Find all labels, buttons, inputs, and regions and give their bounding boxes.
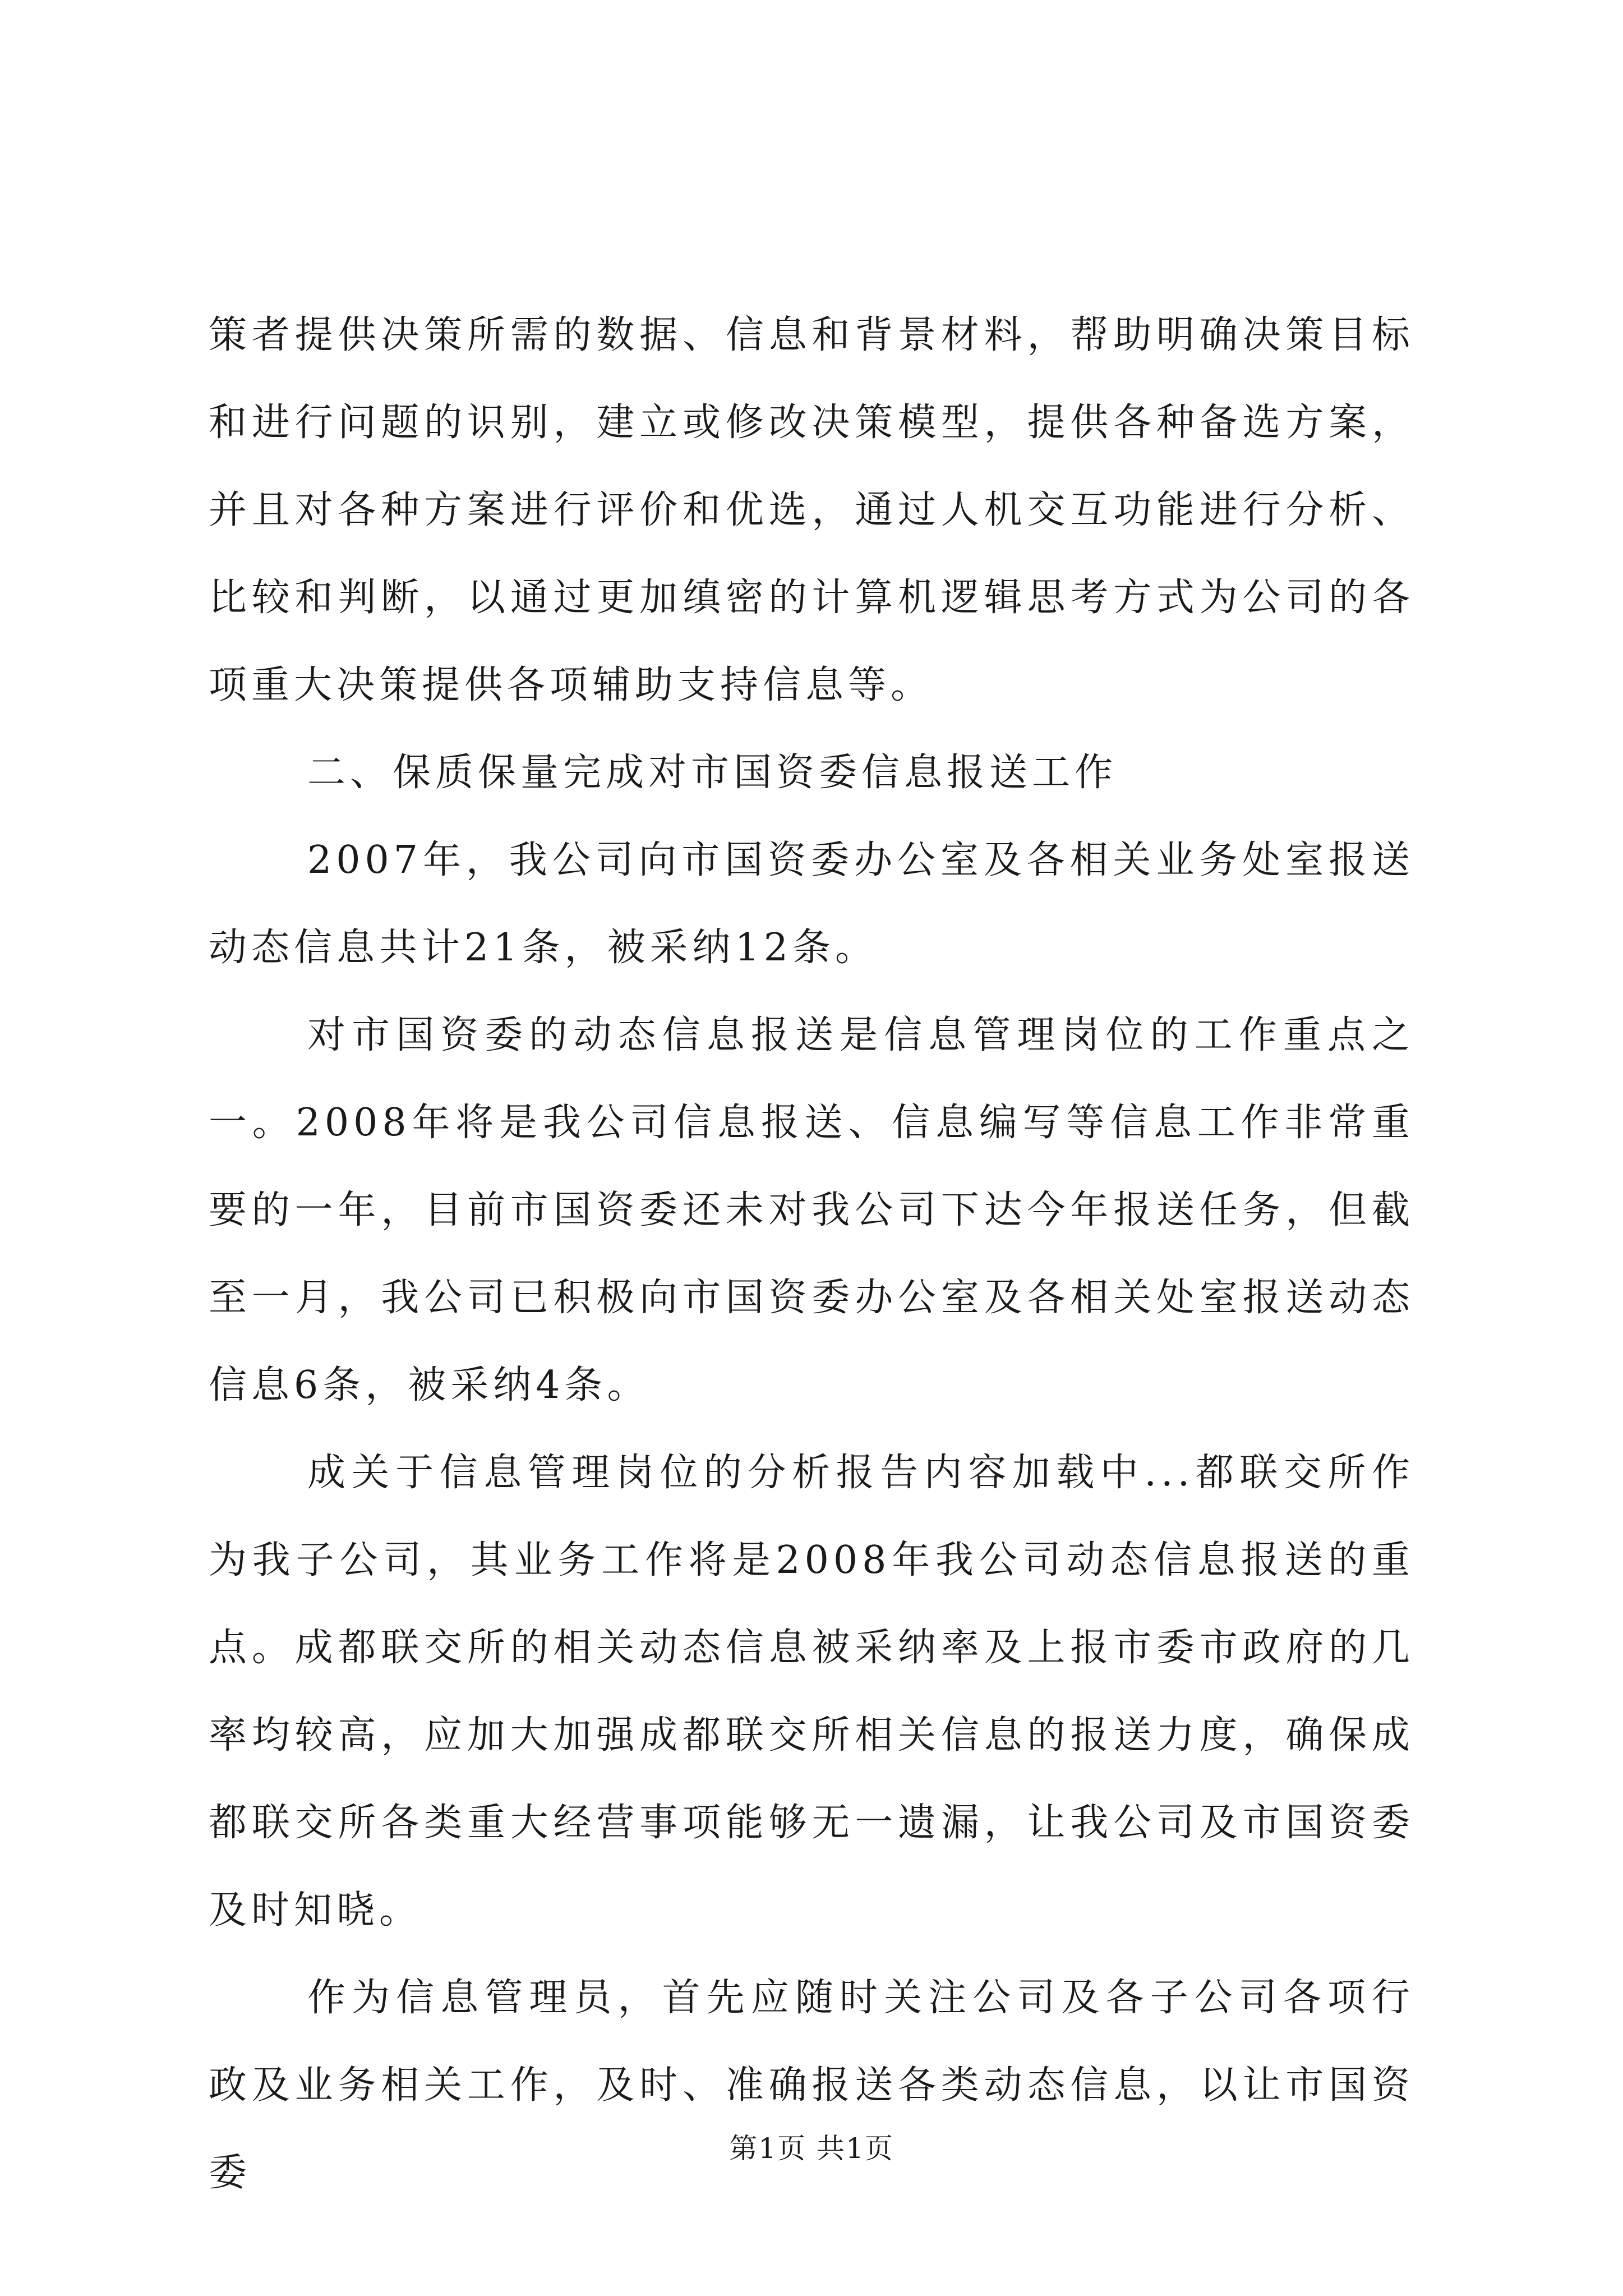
section-heading: 二、保质保量完成对市国资委信息报送工作 xyxy=(307,751,1118,795)
paragraph-subsidiary: 成关于信息管理岗位的分析报告内容加载中...都联交所作为我子公司，其业务工作将是2008年我公司动态信息报送的重点。成都联交所的相关动态信息被采纳率及上报市委市政府的几率均较高，应加大加强成都联交所相关信息的报送力度，确保成都联交所各类重大经营事项能够无一遗漏，让我公司及市国资委及时知晓。 xyxy=(209,1451,1414,1932)
page-footer: 第1页 共1页 xyxy=(729,2132,894,2165)
document-body xyxy=(209,292,1414,2217)
paragraph-2007-report: 2007年，我公司向市国资委办公室及各相关业务处室报送动态信息共计21条，被采纳12条。 xyxy=(209,838,1414,970)
paragraph-2008-focus: 对市国资委的动态信息报送是信息管理岗位的工作重点之一。2008年将是我公司信息报送、信息编写等信息工作非常重要的一年，目前市国资委还未对我公司下达今年报送任务，但截至一月，我公司已积极向市国资委办公室及各相关处室报送动态信息6条，被采纳4条。 xyxy=(209,1013,1414,1407)
paragraph-continuation: 策者提供决策所需的数据、信息和背景材料，帮助明确决策目标和进行问题的识别，建立或修改决策模型，提供各种备选方案，并且对各种方案进行评价和优选，通过人机交互功能进行分析、比较和判断，以通过更加缜密的计算机逻辑思考方式为公司的各项重大决策提供各项辅助支持信息等。 xyxy=(209,313,1414,707)
paragraph-information-manager: 作为信息管理员，首先应随时关注公司及各子公司各项行政及业务相关工作，及时、准确报送各类动态信息，以让市国资委 xyxy=(209,1976,1414,2195)
